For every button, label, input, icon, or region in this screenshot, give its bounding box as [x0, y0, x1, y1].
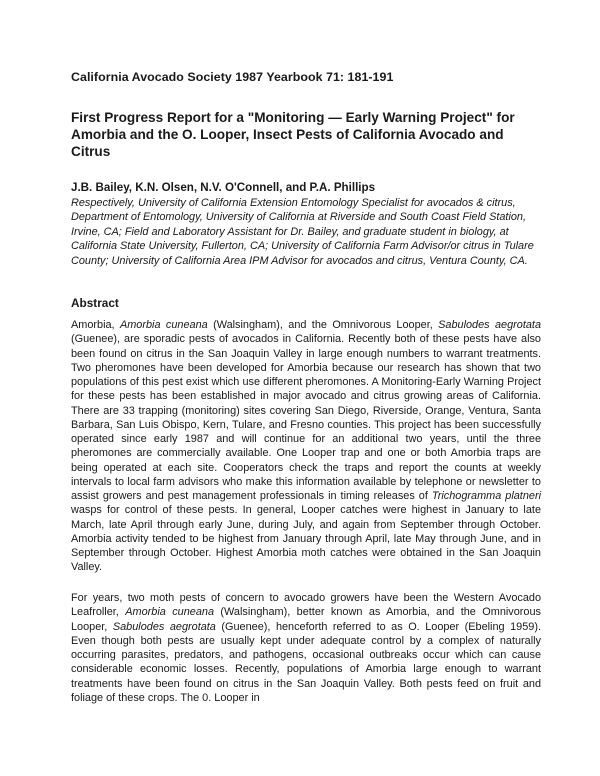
text-run: For years, two moth pests of concern to avocado growers have been the Western Avocado Leafroller,	[71, 592, 541, 619]
species-name: Sabulodes aegrotata	[112, 620, 216, 633]
text-run: Amorbia,	[71, 319, 120, 331]
text-run: (Guenee), are sporadic pests of avocados in California. Recently both of these pests have also been found on citrus in the San Joaquin Valley in large enough numbers to warrant treatments. Two pheromones have been developed for Amorbia because our research has shown that two populations of this pest exist which use different pheromones. A Monitoring-Early Warning Project for these pests has been established in major avocado and citrus growing areas of California. There are 33 trapping (monitoring) sites covering San Diego, Riverside, Orange, Ventura, Santa Barbara, San Luis Obispo, Kern, Tulare, and Fresno counties. This project has been successfully operated since early 1987 and will continue for an additional two years, until the three pheromones are commercially available. One Looper trap and one or both Amorbia traps are being operated at each site. Cooperators check the traps and report the counts at weekly intervals to local farm advisors who make this information available by telephone or newsletter to assist growers and pest management professionals in timing releases of	[71, 333, 541, 502]
species-name: Sabulodes aegrotata	[438, 319, 542, 331]
author-list: J.B. Bailey, K.N. Olsen, N.V. O'Connell, and P.A. Phillips	[71, 181, 376, 194]
abstract-heading: Abstract	[71, 296, 119, 310]
abstract-paragraph	[71, 318, 541, 575]
species-name: Amorbia cuneana	[119, 319, 208, 331]
intro-paragraph	[71, 591, 541, 705]
text-run: (Walsingham), and the Omnivorous Looper,	[207, 319, 439, 331]
text-run: wasps for control of these pests. In general, Looper catches were highest in January to late March, late April through early June, during July, and again from September through October. Amorbia activity tended to be highest from January through April, late May through June, and in September through October. Highest Amorbia moth catches were obtained in the San Joaquin Valley.	[71, 504, 541, 574]
journal-citation: California Avocado Society 1987 Yearbook 71: 181-191	[71, 70, 394, 84]
text-run: (Guenee), henceforth referred to as O. Looper (Ebeling 1959). Even though both pests are usually kept under adequate control by a complex of naturally occurring parasites, predators, and pathogens, occasional outbreaks occur which can cause considerable economic losses. Recently, populations of Amorbia large enough to warrant treatments have been found on citrus in the San Joaquin Valley. Both pests feed on fruit and foliage of these crops. The 0. Looper in	[71, 620, 541, 704]
paper-title: First Progress Report for a "Monitoring — Early Warning Project" for Amorbia and the O. Looper, Insect Pests of California Avocado and Citrus	[71, 110, 515, 159]
text-run: (Walsingham), better known as Amorbia, and the Omnivorous Looper,	[71, 606, 541, 633]
author-affiliations: Respectively, University of California Extension Entomology Specialist for avocados & citrus, Department of Entomology, University of California at Riverside and South Coast Field Station, Irvine, CA; Field and Laboratory Assistant for Dr. Bailey, and graduate student in biology, at California State University, Fullerton, CA; University of California Farm Advisor/or citrus in Tulare County; University of California Area IPM Advisor for avocados and citrus, Ventura County, CA.	[71, 197, 534, 267]
species-name: Trichogramma platneri	[431, 490, 541, 502]
species-name: Amorbia cuneana	[125, 606, 215, 619]
